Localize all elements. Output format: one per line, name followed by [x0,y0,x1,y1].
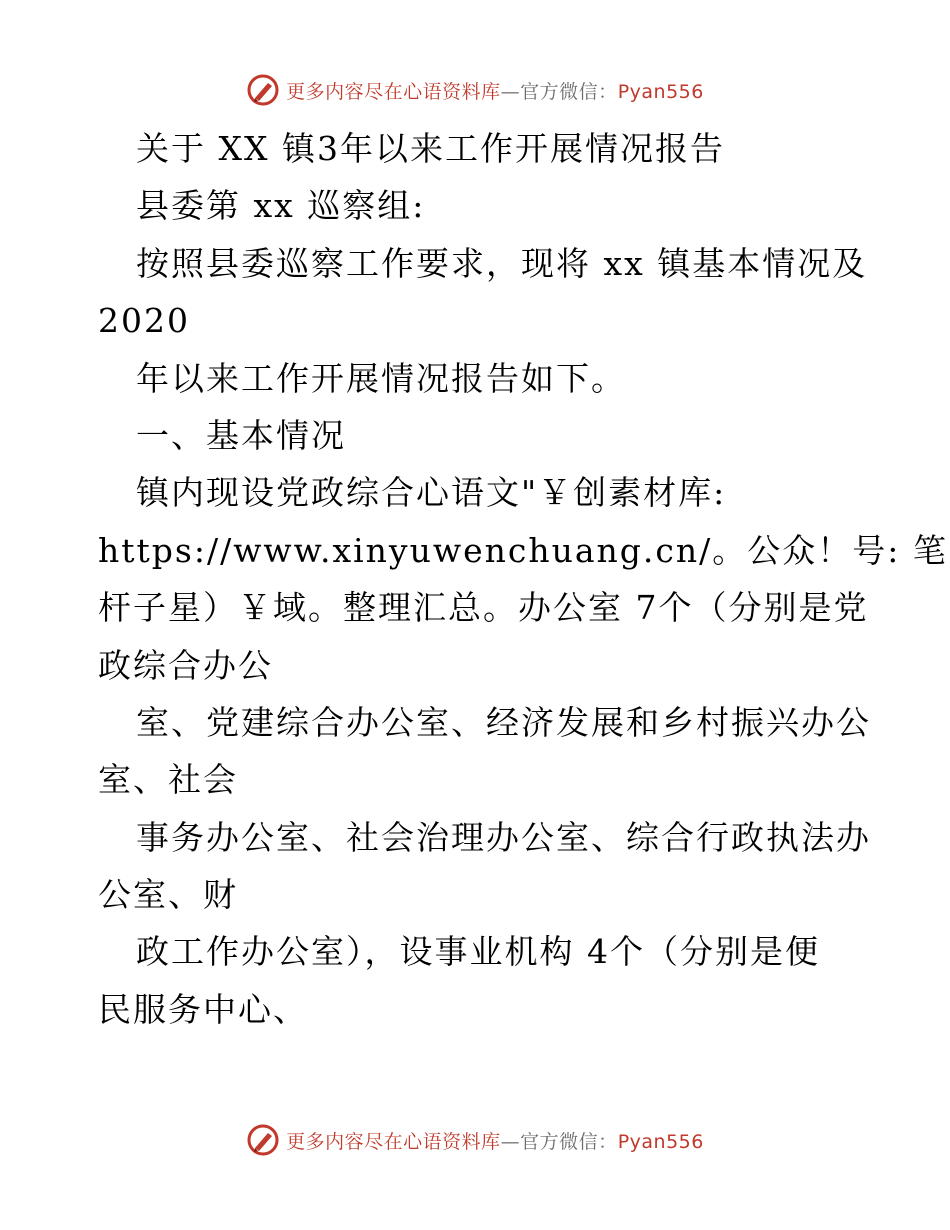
banner-wechat-label: 官方微信： [520,80,618,103]
document-body [98,120,948,1038]
body-line: 县委第 xx 巡察组: [136,186,426,226]
body-line: 镇内现设党政综合心语文"￥创素材库: [136,473,727,513]
banner-wechat-id: Pyan556 [617,1130,704,1153]
banner-wechat-id: Pyan556 [617,80,704,103]
pen-logo-icon [246,1123,280,1157]
header-banner [0,70,950,110]
section-heading: 一、基本情况 [136,415,346,455]
body-line: 政工作办公室），设事业机构 4个（分别是便 [136,932,820,972]
body-line: 2020 [98,301,190,341]
body-line: 室、社会 [98,760,238,800]
body-line: https://www.xinyuwenchuang.cn/。公众！号: 笔 [98,530,948,570]
banner-slogan: 更多内容尽在心语资料库 [286,80,501,103]
body-line: 政综合办公 [98,645,273,685]
body-line: 杆子星）￥域。整理汇总。办公室 7个（分别是党 [98,588,869,628]
banner-dash: — [500,1130,521,1153]
banner-dash: — [500,80,521,103]
banner-text [286,1127,704,1154]
body-line: 民服务中心、 [98,989,308,1029]
body-line: 公室、财 [98,875,238,915]
body-line: 按照县委巡察工作要求，现将 xx 镇基本情况及 [136,243,868,283]
body-line: 室、党建综合办公室、经济发展和乡村振兴办公 [136,702,871,742]
banner-wechat-label: 官方微信： [520,1130,618,1153]
footer-banner [0,1120,950,1160]
body-line: 年以来工作开展情况报告如下。 [136,358,626,398]
banner-text [286,77,704,104]
body-line: 事务办公室、社会治理办公室、综合行政执法办 [136,817,871,857]
pen-logo-icon [246,73,280,107]
banner-slogan: 更多内容尽在心语资料库 [286,1130,501,1153]
body-line: 关于 XX 镇3年以来工作开展情况报告 [136,129,725,168]
